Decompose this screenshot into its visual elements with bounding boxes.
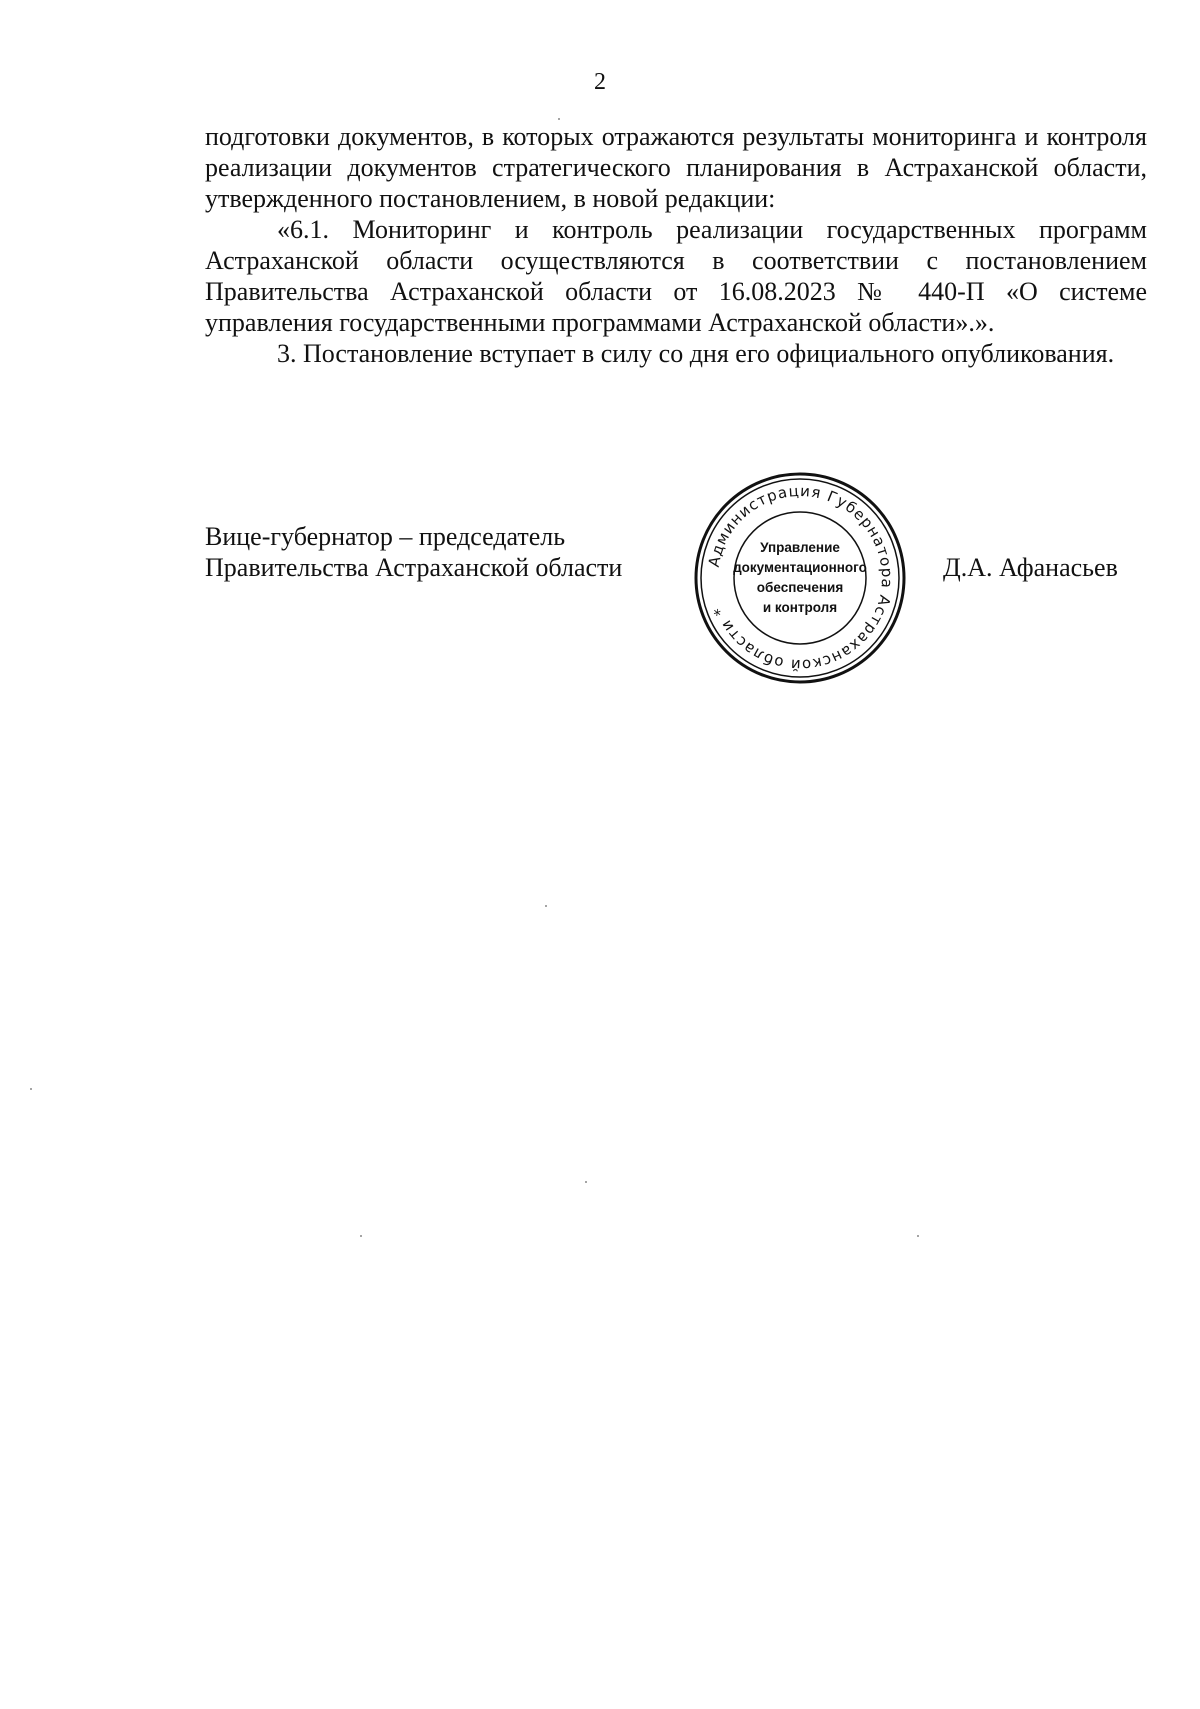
official-seal-stamp (690, 468, 910, 688)
seal-graphic (690, 468, 910, 688)
scan-speck (30, 1088, 32, 1090)
signatory-name: Д.А. Афанасьев (943, 553, 1118, 582)
scan-speck (917, 1235, 919, 1237)
seal-center-line-2: документационного (733, 560, 867, 575)
seal-center-line-3: обеспечения (756, 580, 844, 595)
signatory-position-line1: Вице-губернатор – председатель (205, 522, 566, 551)
scan-speck (360, 1235, 362, 1237)
seal-ring-text: Администрация Губернатора Астраханской области * (704, 481, 897, 675)
scan-speck (558, 118, 560, 120)
seal-center-line-1: Управление (760, 540, 840, 555)
signatory-position (205, 521, 622, 583)
page-number: 2 (594, 69, 606, 95)
signatory-position-line2: Правительства Астраханской области (205, 553, 623, 582)
paragraph-quoted-clause: «6.1. Мониторинг и контроль реализации государственных программ Астраханской области осуществляются в соответствии с постановлением Правительства Астраханской области от 16.08.2023 № 440-П «О системе управления государственными программами Астраханской области».». (205, 215, 1147, 337)
scan-speck (545, 905, 547, 907)
seal-center-line-4: и контроля (762, 600, 838, 615)
paragraph-effective-date: 3. Постановление вступает в силу со дня его официального опубликования. (277, 339, 1115, 368)
document-body (205, 121, 1147, 369)
paragraph-continuation: подготовки документов, в которых отражаются результаты мониторинга и контроля реализации документов стратегического планирования в Астраханской области, утвержденного постановлением, в новой редакции: (205, 122, 1147, 213)
scan-speck (585, 1181, 587, 1183)
